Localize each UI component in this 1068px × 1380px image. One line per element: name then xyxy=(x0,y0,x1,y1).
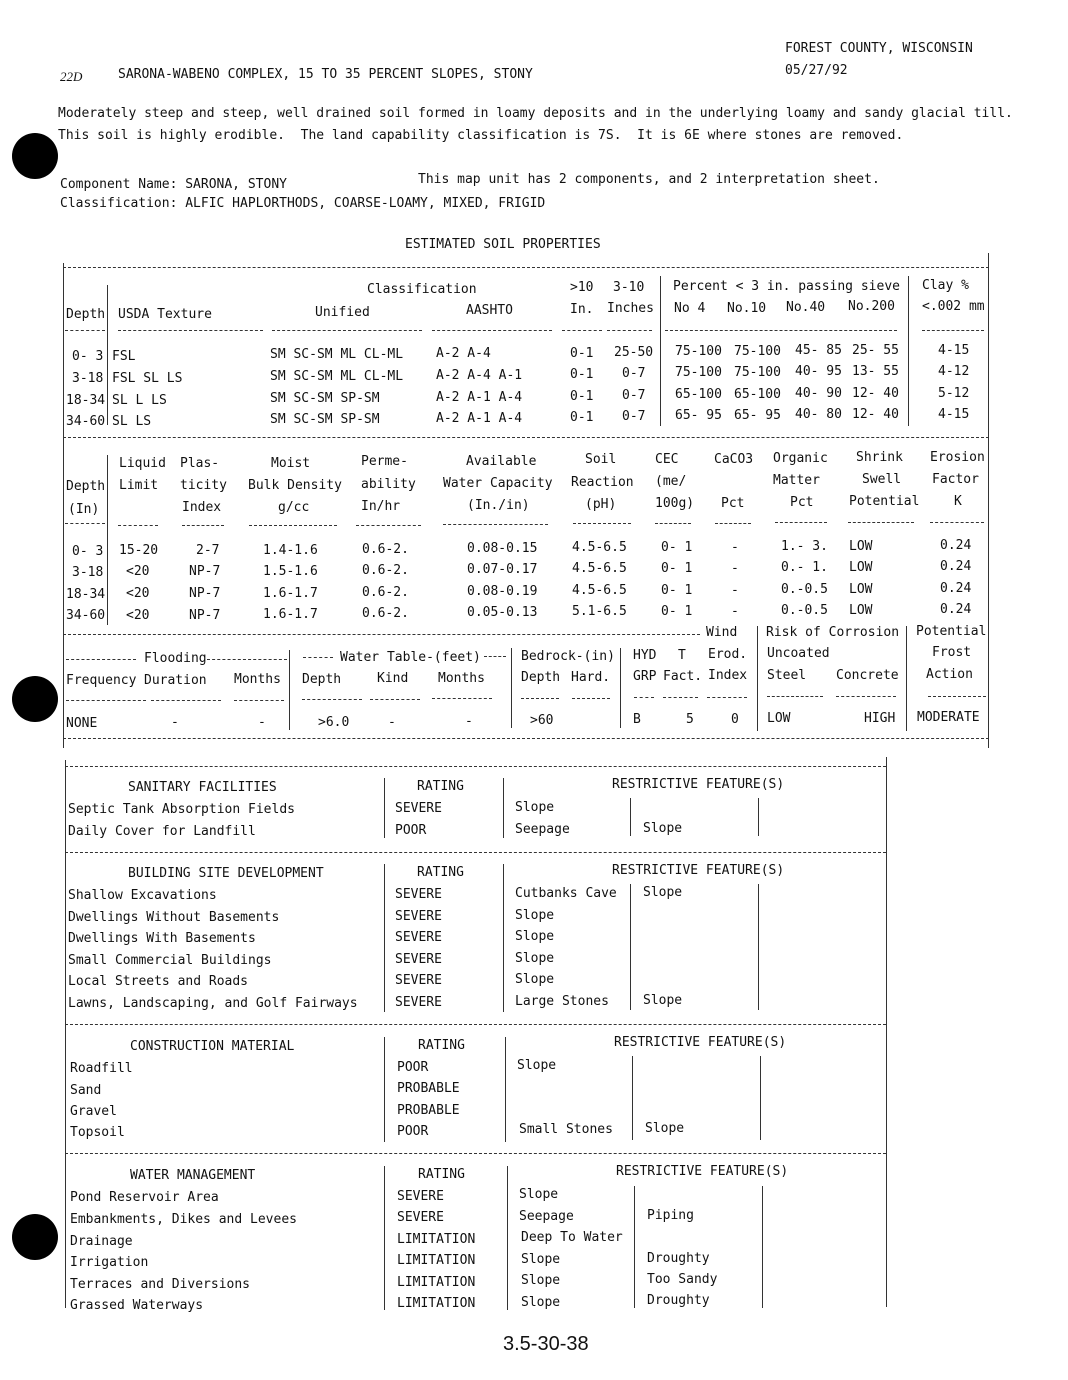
aashto-header: AASHTO xyxy=(466,303,513,318)
item-feature-1: Cutbanks Cave xyxy=(515,886,617,901)
clay-cell: 4-15 xyxy=(938,343,970,358)
erosion-header-2: Factor xyxy=(932,472,979,487)
liquid-cell: 15-20 xyxy=(119,543,159,558)
r3-10-header: 3-10 xyxy=(613,280,645,295)
liquid-header-2: Limit xyxy=(119,478,159,493)
item-name: Irrigation xyxy=(70,1255,149,1270)
awc-cell: 0.05-0.13 xyxy=(467,605,538,620)
item-feature-1: Small Stones xyxy=(519,1122,613,1137)
item-name: Gravel xyxy=(70,1104,117,1119)
concrete-header: Concrete xyxy=(836,668,899,683)
item-feature-2: Slope xyxy=(645,1121,685,1136)
item-feature-1: Slope xyxy=(515,951,555,966)
perm-header-3: In/hr xyxy=(361,499,401,514)
clay-unit: <.002 mm xyxy=(922,299,985,314)
item-feature-1: Seepage xyxy=(519,1209,574,1224)
unified-cell: SM SC-SM ML CL-ML xyxy=(270,347,404,362)
t-cell: 5 xyxy=(686,712,694,727)
awc-cell: 0.07-0.17 xyxy=(467,562,538,577)
item-rating: LIMITATION xyxy=(397,1232,476,1247)
awc-header-3: (In./in) xyxy=(467,498,530,513)
wt-months-cell: - xyxy=(465,714,473,729)
item-feature-1: Slope xyxy=(515,800,555,815)
item-feature-1: Slope xyxy=(521,1252,561,1267)
hyd-header: HYD xyxy=(633,648,657,663)
om-header-3: Pct xyxy=(790,495,814,510)
no200-cell: 25- 55 xyxy=(852,343,899,358)
properties-title: ESTIMATED SOIL PROPERTIES xyxy=(405,237,601,252)
duration-cell: - xyxy=(171,715,179,730)
rating-header: RATING xyxy=(417,779,464,794)
k-cell: 0.24 xyxy=(940,581,972,596)
plas-header: Plas- xyxy=(180,456,220,471)
ph-cell: 4.5-6.5 xyxy=(572,540,627,555)
cec-cell: 0- 1 xyxy=(661,540,693,555)
feature-header: RESTRICTIVE FEATURE(S) xyxy=(612,863,785,878)
item-feature-1: Slope xyxy=(515,908,555,923)
steel-cell: LOW xyxy=(767,711,791,726)
rating-header: RATING xyxy=(418,1038,465,1053)
no40-header: No.40 xyxy=(786,300,826,315)
plas-cell: 2-7 xyxy=(196,543,220,558)
item-feature-1: Large Stones xyxy=(515,994,609,1009)
item-name: Topsoil xyxy=(70,1125,125,1140)
rating-header: RATING xyxy=(418,1167,465,1182)
item-name: Drainage xyxy=(70,1234,133,1249)
no4-cell: 75-100 xyxy=(675,365,722,380)
gt10-cell: 0-1 xyxy=(570,346,594,361)
wt-kind-header: Kind xyxy=(377,671,409,686)
item-name: Daily Cover for Landfill xyxy=(68,824,256,839)
no4-cell: 75-100 xyxy=(675,344,722,359)
awc-cell: 0.08-0.19 xyxy=(467,584,538,599)
item-feature-1: Slope xyxy=(521,1295,561,1310)
item-rating: PROBABLE xyxy=(397,1103,460,1118)
item-feature-1: Slope xyxy=(515,929,555,944)
aashto-cell: A-2 A-4 A-1 xyxy=(436,368,523,383)
perm-cell: 0.6-2. xyxy=(362,563,409,578)
index-header: Index xyxy=(708,668,748,683)
concrete-cell: HIGH xyxy=(864,711,896,726)
perm-cell: 0.6-2. xyxy=(362,585,409,600)
item-feature-1: Slope xyxy=(521,1273,561,1288)
hyd-cell: B xyxy=(633,712,641,727)
caco3-cell: - xyxy=(731,604,739,619)
page-number: 3.5-30-38 xyxy=(503,1333,589,1355)
classification-header: Classification xyxy=(367,282,477,297)
unified-cell: SM SC-SM ML CL-ML xyxy=(270,369,404,384)
description-line-2: This soil is highly erodible. The land capability classification is 7S. It is 6E where stones are removed. xyxy=(58,128,904,143)
plas-cell: NP-7 xyxy=(189,586,221,601)
gt10-header: >10 xyxy=(570,280,594,295)
item-feature-2: Piping xyxy=(647,1208,694,1223)
moist-header-2: Bulk Density xyxy=(248,478,342,493)
item-feature-2: Droughty xyxy=(647,1251,710,1266)
report-date: 05/27/92 xyxy=(785,63,848,78)
depth-cell: 34-60 xyxy=(66,608,106,623)
perm-header: Perme- xyxy=(361,454,408,469)
months-cell: - xyxy=(258,715,266,730)
no40-cell: 40- 95 xyxy=(795,364,842,379)
r3-10-cell: 0-7 xyxy=(622,366,646,381)
texture-cell: FSL SL LS xyxy=(112,371,183,386)
feature-header: RESTRICTIVE FEATURE(S) xyxy=(612,777,785,792)
no200-cell: 12- 40 xyxy=(852,407,899,422)
moist-header-3: g/cc xyxy=(278,500,310,515)
grp-header: GRP xyxy=(633,669,657,684)
wind-header: Wind xyxy=(706,625,738,640)
wt-depth-header: Depth xyxy=(302,672,342,687)
wt-depth-cell: >6.0 xyxy=(318,715,350,730)
soil-header-2: Reaction xyxy=(571,475,634,490)
gt10-cell: 0-1 xyxy=(570,367,594,382)
clay-cell: 5-12 xyxy=(938,386,970,401)
cec-cell: 0- 1 xyxy=(661,583,693,598)
item-feature-1: Slope xyxy=(519,1187,559,1202)
depth-cell: 0- 3 xyxy=(72,544,104,559)
no10-header: No.10 xyxy=(727,301,767,316)
caco3-cell: - xyxy=(731,540,739,555)
item-feature-2: Slope xyxy=(643,885,683,900)
bedrock-header: Bedrock-(in) xyxy=(521,649,615,664)
item-rating: SEVERE xyxy=(395,995,442,1010)
no4-cell: 65-100 xyxy=(675,387,722,402)
frequency-cell: NONE xyxy=(66,716,98,731)
wt-kind-cell: - xyxy=(388,715,396,730)
erod-header: Erod. xyxy=(708,647,748,662)
erosion-header-3: K xyxy=(954,494,962,509)
description-line-1: Moderately steep and steep, well drained soil formed in loamy deposits and in the underlying loamy and sandy glacial till. xyxy=(58,106,1013,121)
item-rating: SEVERE xyxy=(395,887,442,902)
section-title: SANITARY FACILITIES xyxy=(128,780,277,795)
component-name: Component Name: SARONA, STONY xyxy=(60,177,287,192)
clay-header: Clay % xyxy=(922,278,969,293)
depth-header: Depth xyxy=(66,479,106,494)
item-rating: SEVERE xyxy=(395,801,442,816)
cec-cell: 0- 1 xyxy=(661,561,693,576)
item-feature-2: Droughty xyxy=(647,1293,710,1308)
wt-months-header: Months xyxy=(438,671,485,686)
cec-header-3: 100g) xyxy=(655,496,695,511)
r3-10-cell: 25-50 xyxy=(614,345,654,360)
perm-header-2: ability xyxy=(361,477,416,492)
months-header: Months xyxy=(234,672,281,687)
item-feature-1: Slope xyxy=(515,972,555,987)
depth-header: Depth xyxy=(66,307,106,322)
shrink-cell: LOW xyxy=(849,539,873,554)
ph-cell: 4.5-6.5 xyxy=(572,561,627,576)
risk-of-corrosion-header: Risk of Corrosion xyxy=(766,625,900,640)
clay-cell: 4-12 xyxy=(938,364,970,379)
k-cell: 0.24 xyxy=(940,538,972,553)
cec-header: CEC xyxy=(655,452,679,467)
item-name: Roadfill xyxy=(70,1061,133,1076)
om-cell: 0.- 1. xyxy=(781,560,828,575)
no10-cell: 75-100 xyxy=(734,365,781,380)
no10-cell: 75-100 xyxy=(734,344,781,359)
county-label: FOREST COUNTY, WISCONSIN xyxy=(785,41,973,56)
punch-hole-bottom xyxy=(12,1214,58,1260)
item-feature-2: Slope xyxy=(643,821,683,836)
section-title: CONSTRUCTION MATERIAL xyxy=(130,1039,295,1054)
potential-header: Potential xyxy=(916,624,987,639)
liquid-header: Liquid xyxy=(119,456,166,471)
item-rating: SEVERE xyxy=(395,973,442,988)
item-rating: SEVERE xyxy=(397,1189,444,1204)
plas-cell: NP-7 xyxy=(189,564,221,579)
t-header: T xyxy=(678,648,686,663)
liquid-cell: <20 xyxy=(126,586,150,601)
cec-cell: 0- 1 xyxy=(661,604,693,619)
frequency-header: Frequency xyxy=(66,673,137,688)
item-name: Pond Reservoir Area xyxy=(70,1190,219,1205)
item-feature-1: Deep To Water xyxy=(521,1230,623,1245)
no200-header: No.200 xyxy=(848,299,895,314)
awc-header-2: Water Capacity xyxy=(443,476,553,491)
item-feature-2: Too Sandy xyxy=(647,1272,718,1287)
no200-cell: 12- 40 xyxy=(852,386,899,401)
item-name: Grassed Waterways xyxy=(70,1298,204,1313)
r3-10-unit: Inches xyxy=(607,301,654,316)
no40-cell: 40- 80 xyxy=(795,407,842,422)
br-depth-header: Depth xyxy=(521,670,561,685)
om-cell: 1.- 3. xyxy=(781,539,828,554)
uncoated-header: Uncoated xyxy=(767,646,830,661)
erosion-header: Erosion xyxy=(930,450,985,465)
component-classification: Classification: ALFIC HAPLORTHODS, COARSE-LOAMY, MIXED, FRIGID xyxy=(60,196,546,211)
r3-10-cell: 0-7 xyxy=(622,388,646,403)
item-name: Lawns, Landscaping, and Golf Fairways xyxy=(68,996,358,1011)
depth-cell: 3-18 xyxy=(72,371,104,386)
item-name: Dwellings With Basements xyxy=(68,931,256,946)
shrink-header-2: Swell xyxy=(862,472,902,487)
no40-cell: 40- 90 xyxy=(795,386,842,401)
flooding-header: Flooding xyxy=(144,651,207,666)
shrink-cell: LOW xyxy=(849,582,873,597)
steel-header: Steel xyxy=(767,668,807,683)
gt10-cell: 0-1 xyxy=(570,410,594,425)
ph-cell: 4.5-6.5 xyxy=(572,583,627,598)
ph-cell: 5.1-6.5 xyxy=(572,604,627,619)
no200-cell: 13- 55 xyxy=(852,364,899,379)
rating-header: RATING xyxy=(417,865,464,880)
section-title: BUILDING SITE DEVELOPMENT xyxy=(128,866,324,881)
aashto-cell: A-2 A-1 A-4 xyxy=(436,390,523,405)
item-name: Shallow Excavations xyxy=(68,888,217,903)
k-cell: 0.24 xyxy=(940,559,972,574)
item-rating: SEVERE xyxy=(395,909,442,924)
item-feature-1: Slope xyxy=(517,1058,557,1073)
action-header: Action xyxy=(926,667,973,682)
item-rating: POOR xyxy=(397,1060,429,1075)
caco3-cell: - xyxy=(731,561,739,576)
soil-header: Soil xyxy=(585,452,617,467)
shrink-cell: LOW xyxy=(849,603,873,618)
moist-header: Moist xyxy=(271,456,311,471)
br-depth-cell: >60 xyxy=(530,713,554,728)
item-name: Local Streets and Roads xyxy=(68,974,249,989)
awc-cell: 0.08-0.15 xyxy=(467,541,538,556)
item-rating: POOR xyxy=(395,823,427,838)
no40-cell: 45- 85 xyxy=(795,343,842,358)
unified-cell: SM SC-SM SP-SM xyxy=(270,412,380,427)
bulk-cell: 1.4-1.6 xyxy=(263,543,318,558)
page-code: 22D xyxy=(60,69,83,84)
fact-header: Fact. xyxy=(663,669,703,684)
no10-cell: 65-100 xyxy=(734,387,781,402)
perm-cell: 0.6-2. xyxy=(362,542,409,557)
shrink-cell: LOW xyxy=(849,560,873,575)
feature-header: RESTRICTIVE FEATURE(S) xyxy=(616,1164,789,1179)
depth-cell: 0- 3 xyxy=(72,349,104,364)
plas-cell: NP-7 xyxy=(189,608,221,623)
caco3-header: CaCO3 xyxy=(714,452,754,467)
caco3-header-2: Pct xyxy=(721,496,745,511)
perm-cell: 0.6-2. xyxy=(362,606,409,621)
punch-hole-middle xyxy=(12,676,58,722)
duration-header: Duration xyxy=(144,673,207,688)
item-name: Dwellings Without Basements xyxy=(68,910,280,925)
item-name: Terraces and Diversions xyxy=(70,1277,251,1292)
item-rating: SEVERE xyxy=(397,1210,444,1225)
texture-cell: SL L LS xyxy=(112,393,167,408)
shrink-header-3: Potential xyxy=(849,494,920,509)
wind-index-cell: 0 xyxy=(731,712,739,727)
aashto-cell: A-2 A-1 A-4 xyxy=(436,411,523,426)
no10-cell: 65- 95 xyxy=(734,408,781,423)
item-name: Embankments, Dikes and Levees xyxy=(70,1212,297,1227)
item-rating: LIMITATION xyxy=(397,1275,476,1290)
map-unit-title: SARONA-WABENO COMPLEX, 15 TO 35 PERCENT SLOPES, STONY xyxy=(118,67,533,82)
unified-header: Unified xyxy=(315,305,370,320)
gt10-cell: 0-1 xyxy=(570,389,594,404)
depth-cell: 34-60 xyxy=(66,414,106,429)
soil-header-3: (pH) xyxy=(585,497,617,512)
item-name: Septic Tank Absorption Fields xyxy=(68,802,295,817)
plas-header-3: Index xyxy=(182,500,222,515)
frost-header: Frost xyxy=(932,645,972,660)
om-cell: 0.-0.5 xyxy=(781,603,828,618)
cec-header-2: (me/ xyxy=(655,474,687,489)
r3-10-cell: 0-7 xyxy=(622,409,646,424)
aashto-cell: A-2 A-4 xyxy=(436,346,491,361)
usda-texture-header: USDA Texture xyxy=(118,307,212,322)
item-name: Sand xyxy=(70,1083,102,1098)
item-feature-1: Seepage xyxy=(515,822,570,837)
texture-cell: SL LS xyxy=(112,414,152,429)
om-cell: 0.-0.5 xyxy=(781,582,828,597)
percent-passing-header: Percent < 3 in. passing sieve xyxy=(673,279,900,294)
section-title: WATER MANAGEMENT xyxy=(130,1168,256,1183)
item-rating: LIMITATION xyxy=(397,1253,476,1268)
texture-cell: FSL xyxy=(112,349,136,364)
bulk-cell: 1.5-1.6 xyxy=(263,564,318,579)
item-rating: SEVERE xyxy=(395,930,442,945)
item-rating: PROBABLE xyxy=(397,1081,460,1096)
k-cell: 0.24 xyxy=(940,602,972,617)
item-name: Small Commercial Buildings xyxy=(68,953,272,968)
no4-header: No 4 xyxy=(674,301,706,316)
bulk-cell: 1.6-1.7 xyxy=(263,607,318,622)
unified-cell: SM SC-SM SP-SM xyxy=(270,391,380,406)
liquid-cell: <20 xyxy=(126,608,150,623)
item-rating: LIMITATION xyxy=(397,1296,476,1311)
plas-header-2: ticity xyxy=(180,478,227,493)
liquid-cell: <20 xyxy=(126,564,150,579)
bulk-cell: 1.6-1.7 xyxy=(263,586,318,601)
map-unit-note: This map unit has 2 components, and 2 interpretation sheet. xyxy=(418,172,880,187)
item-feature-2: Slope xyxy=(643,993,683,1008)
caco3-cell: - xyxy=(731,583,739,598)
feature-header: RESTRICTIVE FEATURE(S) xyxy=(614,1035,787,1050)
depth-cell: 3-18 xyxy=(72,565,104,580)
depth-unit: (In) xyxy=(68,502,100,517)
water-table-header: Water Table-(feet) xyxy=(340,650,481,665)
gt10-unit: In. xyxy=(570,302,594,317)
item-rating: SEVERE xyxy=(395,952,442,967)
awc-header: Available xyxy=(466,454,537,469)
punch-hole-top xyxy=(12,133,58,179)
depth-cell: 18-34 xyxy=(66,587,106,602)
item-rating: POOR xyxy=(397,1124,429,1139)
om-header-2: Matter xyxy=(773,473,820,488)
frost-action-cell: MODERATE xyxy=(917,710,980,725)
depth-cell: 18-34 xyxy=(66,393,106,408)
shrink-header: Shrink xyxy=(856,450,903,465)
clay-cell: 4-15 xyxy=(938,407,970,422)
om-header: Organic xyxy=(773,451,828,466)
no4-cell: 65- 95 xyxy=(675,408,722,423)
br-hard-header: Hard. xyxy=(571,670,611,685)
